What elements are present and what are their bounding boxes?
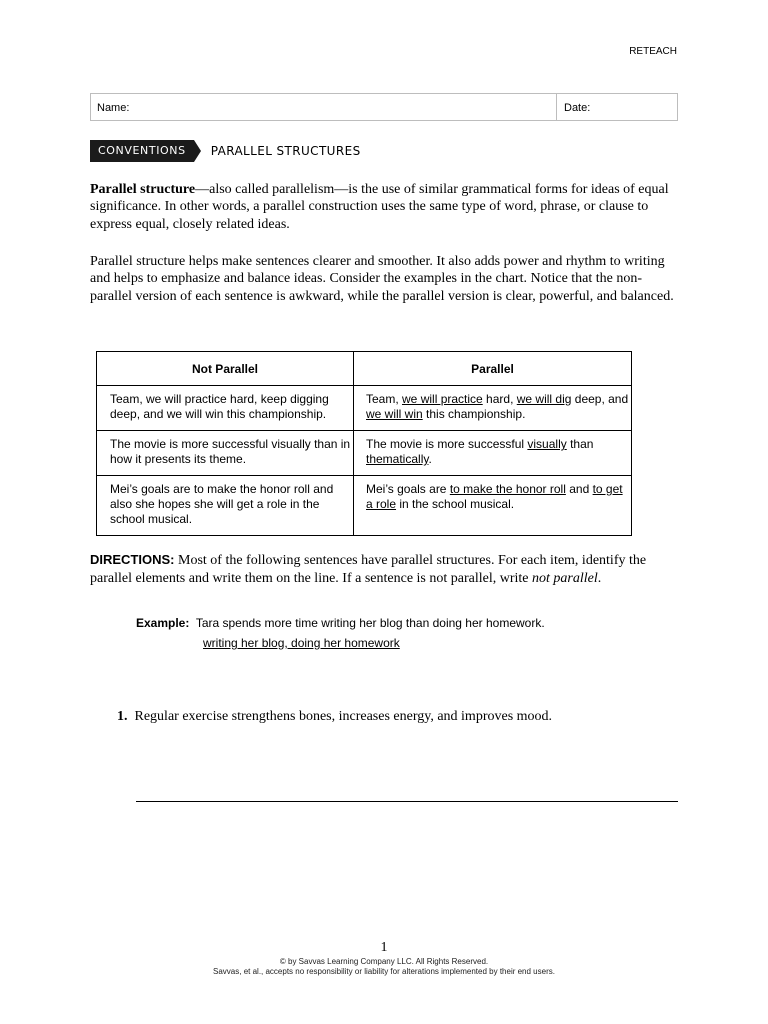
cell-text: in the school musical. <box>396 497 515 511</box>
table-row <box>97 386 632 431</box>
section-header <box>90 140 361 162</box>
example <box>136 616 545 630</box>
not-parallel-cell: Mei’s goals are to make the honor roll and also she hopes she will get a role in the school musical. <box>97 476 354 536</box>
parallel-element: to get a role <box>366 482 623 511</box>
parallel-cell <box>354 431 632 476</box>
parallel-element: thematically <box>366 452 429 466</box>
parallel-element: to make the honor roll <box>449 482 566 496</box>
parallel-element: we will win <box>366 407 423 421</box>
cell-text: deep, and <box>571 392 629 406</box>
parallel-cell <box>354 386 632 431</box>
header-not-parallel: Not Parallel <box>97 352 354 386</box>
directions-text: Most of the following sentences have parallel structures. For each item, identify the parallel elements and write them on the line. If a sentence is not parallel, write <box>90 553 647 586</box>
question-number: 1. <box>117 709 128 724</box>
disclaimer-text: Savvas, et al., accepts no responsibility or liability for alterations implemented by their end users. <box>213 967 555 976</box>
question-text: Regular exercise strengthens bones, increases energy, and improves mood. <box>134 709 553 724</box>
cell-text: Team, <box>366 392 403 406</box>
table-row <box>97 476 632 536</box>
example-answer: writing her blog, doing her homework <box>203 636 400 650</box>
not-parallel-cell: The movie is more successful visually than in how it presents its theme. <box>97 431 354 476</box>
cell-text: and <box>565 482 593 496</box>
parallel-cell <box>354 476 632 536</box>
cell-text: this championship. <box>422 407 526 421</box>
example-label: Example: <box>136 616 190 630</box>
name-field[interactable] <box>91 94 557 120</box>
directions-label: DIRECTIONS: <box>90 552 175 567</box>
name-date-box <box>90 93 678 121</box>
section-title: PARALLEL STRUCTURES <box>210 144 361 158</box>
term-parallel-structure: Parallel structure <box>90 182 196 197</box>
not-parallel-cell: Team, we will practice hard, keep digging deep, and we will win this championship. <box>97 386 354 431</box>
footer <box>0 957 768 977</box>
name-label: Name: <box>97 102 130 114</box>
parallel-element: visually <box>527 437 567 451</box>
table-row <box>97 431 632 476</box>
conventions-tag: CONVENTIONS <box>90 140 194 162</box>
question-1 <box>117 709 552 725</box>
copyright-text: © by Savvas Learning Company LLC. All Rights Reserved. <box>279 957 489 966</box>
date-field[interactable] <box>557 94 677 120</box>
directions <box>90 551 680 588</box>
cell-text: The movie is more successful <box>366 437 528 451</box>
parallel-element: we will practice <box>402 392 483 406</box>
page-number: 1 <box>380 940 388 955</box>
table-header-row <box>97 352 632 386</box>
cell-text: . <box>428 452 432 466</box>
cell-text: Mei’s goals are <box>366 482 450 496</box>
directions-italic: not parallel <box>532 571 598 586</box>
parallel-element: we will dig <box>516 392 572 406</box>
comparison-table <box>96 351 632 536</box>
intro-paragraph-2: Parallel structure helps make sentences clearer and smoother. It also adds power and rhythm to writing and helps to emphasize and balance ideas. Consider the examples in the chart. Notice that the non-parallel version of each sentence is awkward, while the parallel version is clear, powerful, and balanced. <box>90 254 674 304</box>
intro-paragraph-1 <box>90 181 680 233</box>
directions-end: . <box>597 571 602 586</box>
reteach-label: RETEACH <box>629 46 677 57</box>
answer-line-1[interactable] <box>136 801 678 802</box>
header-parallel: Parallel <box>354 352 632 386</box>
intro-p1-text: —also called parallelism—is the use of similar grammatical forms for ideas of equal significance. In other words, a parallel construction uses the same type of word, phrase, or clause to express equal, closely related ideas. <box>90 182 669 232</box>
cell-text: than <box>566 437 594 451</box>
date-label: Date: <box>564 102 591 114</box>
cell-text: hard, <box>482 392 517 406</box>
example-sentence: Tara spends more time writing her blog than doing her homework. <box>195 616 545 630</box>
